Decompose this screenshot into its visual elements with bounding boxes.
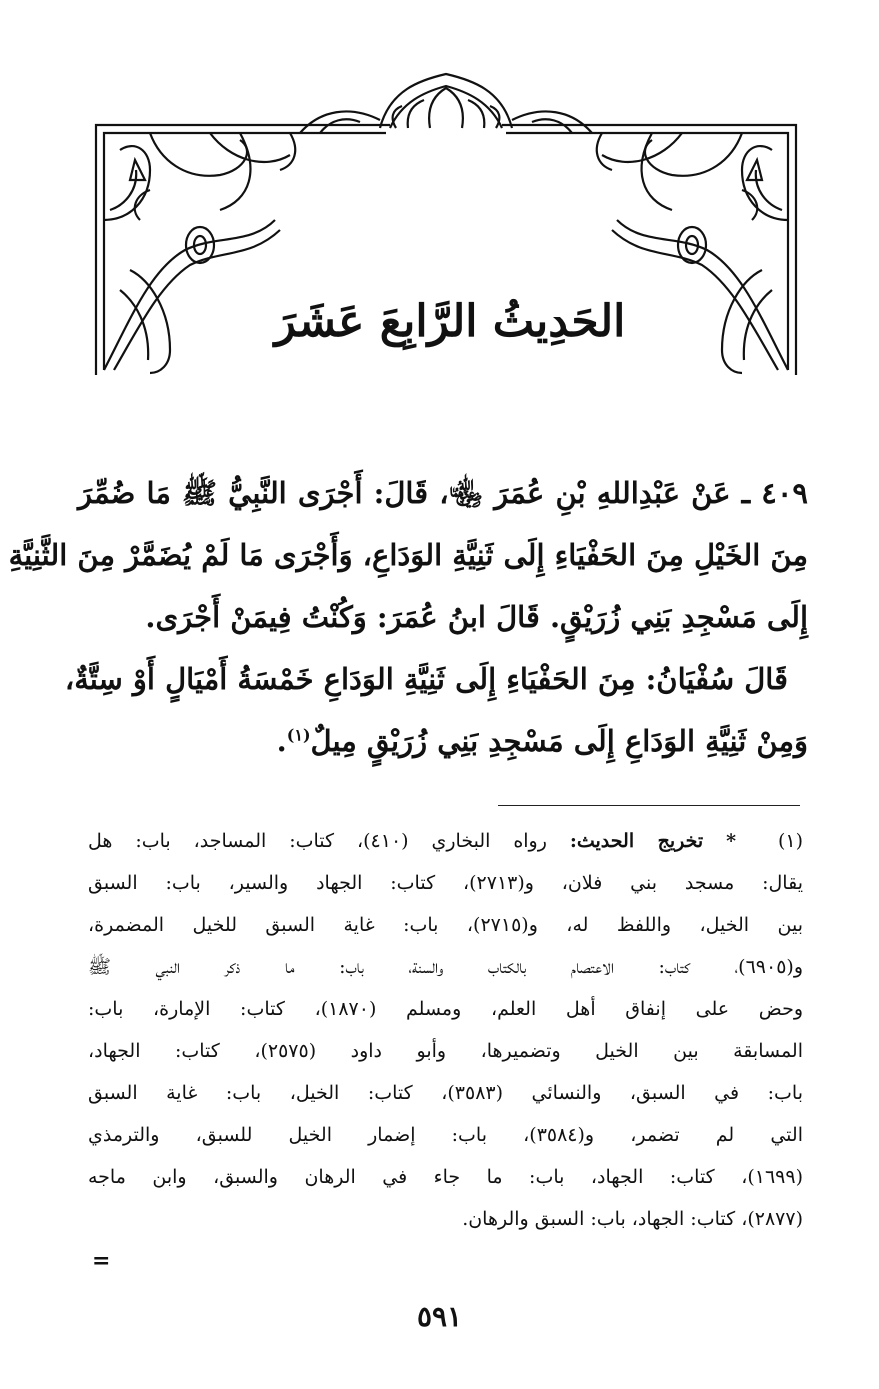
sufyan-line-last — [78, 710, 808, 772]
footnote-first-line — [88, 820, 803, 862]
footnote-line: باب: في السبق، والنسائي (٣٥٨٣)، كتاب: الخيل، باب: غاية السبق — [88, 1082, 803, 1104]
footnote-text: رواه البخاري (٤١٠)، كتاب: المساجد، باب: هل — [88, 830, 547, 852]
footnote-star: * — [726, 830, 737, 852]
end-mark: . — [276, 724, 287, 758]
sufyan-line: قَالَ سُفْيَانُ: مِنَ الحَفْيَاءِ إِلَى ثَنِيَّةِ الوَدَاعِ خَمْسَةُ أَمْيَالٍ أَوْ سِتَّةٌ، — [64, 662, 788, 696]
footnote-line: (١٦٩٩)، كتاب: الجهاد، باب: ما جاء في الرهان والسبق، وابن ماجه — [88, 1166, 803, 1188]
footnote-label: تخريج الحديث: — [569, 830, 704, 852]
footnote-line: (٢٨٧٧)، كتاب: الجهاد، باب: السبق والرهان. — [462, 1208, 803, 1230]
footnote-line: و(٦٩٠٥)، كتاب: الاعتصام بالكتاب والسنة، باب: ما ذكر النبي ﷺ — [88, 956, 803, 978]
footnote-separator — [498, 805, 800, 806]
footnote-line: يقال: مسجد بني فلان، و(٢٧١٣)، كتاب: الجهاد والسير، باب: السبق — [88, 872, 803, 894]
hadith-line: مِنَ الخَيْلِ مِنَ الحَفْيَاءِ إِلَى ثَنِيَّةِ الوَدَاعِ، وَأَجْرَى مَا لَمْ يُضَمَّرْ مِنَ الثَّنِيَّةِ — [8, 538, 808, 572]
hadith-text — [8, 462, 808, 772]
hadith-line: ٤٠٩ ـ عَنْ عَبْدِاللهِ بْنِ عُمَرَ ﵄، قَالَ: أَجْرَى النَّبِيُّ ﷺ مَا ضُمِّرَ — [78, 476, 808, 510]
footnote-reference: (١) — [286, 725, 311, 745]
chapter-title: الحَدِيثُ الرَّابِعَ عَشَرَ — [274, 296, 626, 347]
footnote-number: (١) — [777, 830, 804, 852]
footnote-line: التي لم تضمر، و(٣٥٨٤)، باب: إضمار الخيل للسبق، والترمذي — [88, 1124, 803, 1146]
footnote — [88, 820, 803, 1240]
footnote-line: بين الخيل، واللفظ له، و(٢٧١٥)، باب: غاية السبق للخيل المضمرة، — [88, 914, 803, 936]
continuation-mark: = — [92, 1248, 111, 1274]
hadith-line: إِلَى مَسْجِدِ بَنِي زُرَيْقٍ. قَالَ ابنُ عُمَرَ: وَكُنْتُ فِيمَنْ أَجْرَى. — [145, 600, 808, 634]
sufyan-line-text: وَمِنْ ثَنِيَّةِ الوَدَاعِ إِلَى مَسْجِدِ بَنِي زُرَيْقٍ مِيلٌ — [310, 724, 808, 758]
footnote-line: المسابقة بين الخيل وتضميرها، وأبو داود (٢٥٧٥)، كتاب: الجهاد، — [88, 1040, 804, 1062]
page-number: ٥٩١ — [416, 1300, 463, 1333]
footnote-line: وحض على إنفاق أهل العلم، ومسلم (١٨٧٠)، كتاب: الإمارة، باب: — [88, 998, 803, 1020]
